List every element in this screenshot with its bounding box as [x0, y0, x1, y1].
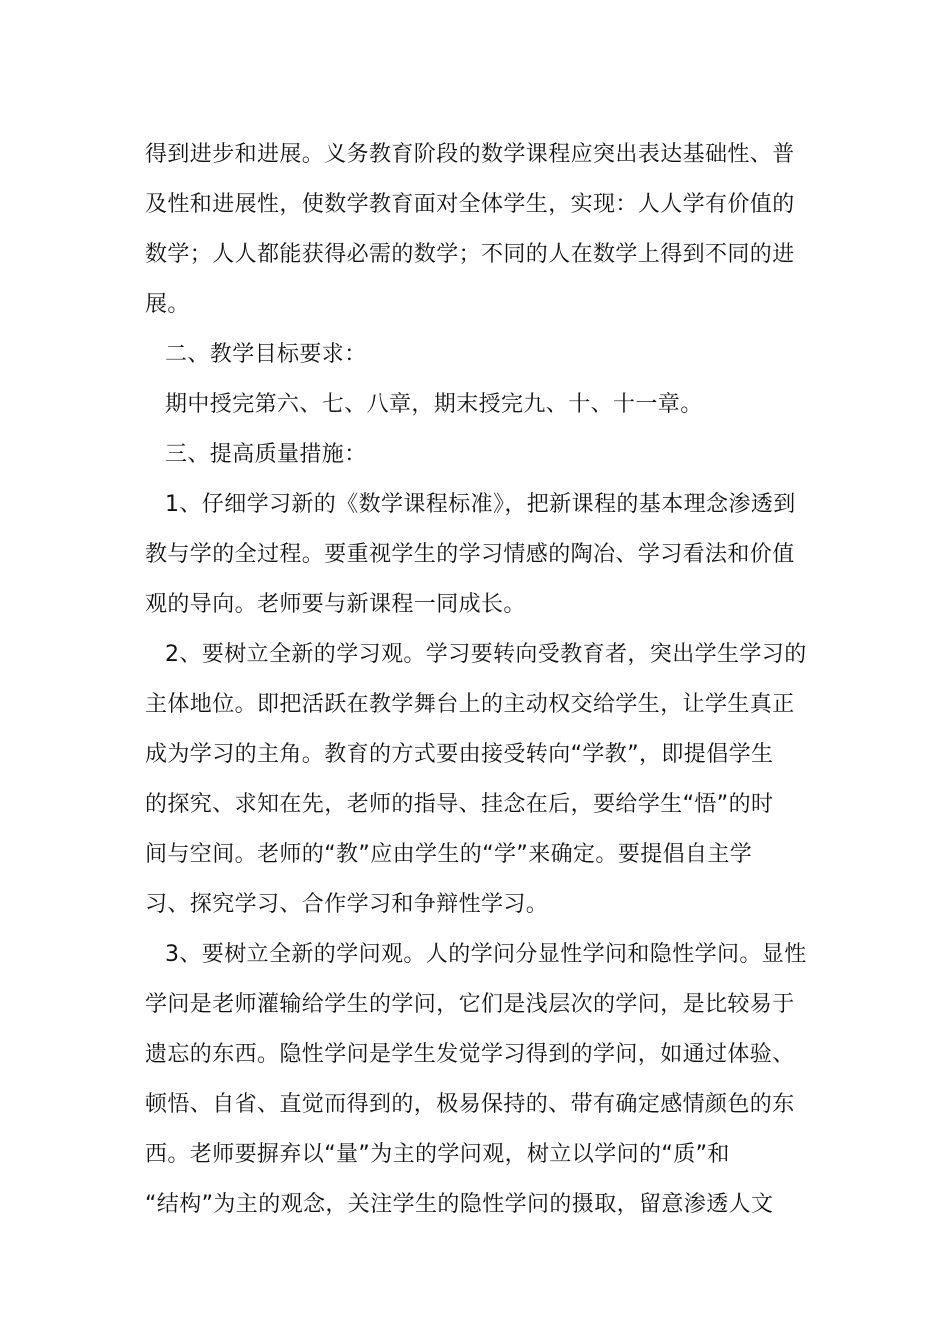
text-line: 得到进步和进展。义务教育阶段的数学课程应突出表达基础性、普	[145, 142, 795, 167]
text-line: 观的导向。老师要与新课程一同成长。	[145, 592, 526, 617]
section-heading: 三、提高质量措施：	[165, 442, 367, 467]
text-line: 2、要树立全新的学习观。学习要转向受教育者，突出学生学习的	[165, 642, 807, 667]
text-line: 顿悟、自省、直觉而得到的，极易保持的、带有确定感情颜色的东	[145, 1092, 795, 1117]
text-line: 1、仔细学习新的《数学课程标准》，把新课程的基本理念渗透到	[165, 492, 796, 517]
text-line: 期中授完第六、七、八章，期末授完九、十、十一章。	[165, 392, 703, 417]
text-line: 遗忘的东西。隐性学问是学生发觉学习得到的学问，如通过体验、	[145, 1042, 795, 1067]
text-line: 教与学的全过程。要重视学生的学习情感的陶冶、学习看法和价值	[145, 542, 795, 567]
text-line: 及性和进展性，使数学教育面对全体学生，实现：人人学有价值的	[145, 192, 795, 217]
text-line: 数学；人人都能获得必需的数学；不同的人在数学上得到不同的进	[145, 242, 795, 267]
document-body	[145, 130, 810, 1230]
text-line: 3、要树立全新的学问观。人的学问分显性学问和隐性学问。显性	[165, 942, 807, 967]
text-line: 间与空间。老师的“教”应由学生的“学”来确定。要提倡自主学	[145, 842, 753, 867]
text-line: “结构”为主的观念，关注学生的隐性学问的摄取，留意渗透人文	[145, 1192, 774, 1217]
section-heading: 二、教学目标要求：	[165, 342, 367, 367]
text-line: 主体地位。即把活跃在教学舞台上的主动权交给学生，让学生真正	[145, 692, 795, 717]
text-line: 西。老师要摒弃以“量”为主的学问观，树立以学问的“质”和	[145, 1142, 730, 1167]
text-line: 习、探究学习、合作学习和争辩性学习。	[145, 892, 549, 917]
text-line: 成为学习的主角。教育的方式要由接受转向“学教”，即提倡学生	[145, 742, 774, 767]
text-line: 展。	[145, 292, 190, 317]
text-line: 学问是老师灌输给学生的学问，它们是浅层次的学问，是比较易于	[145, 992, 795, 1017]
text-line: 的探究、求知在先，老师的指导、挂念在后，要给学生“悟”的时	[145, 792, 774, 817]
